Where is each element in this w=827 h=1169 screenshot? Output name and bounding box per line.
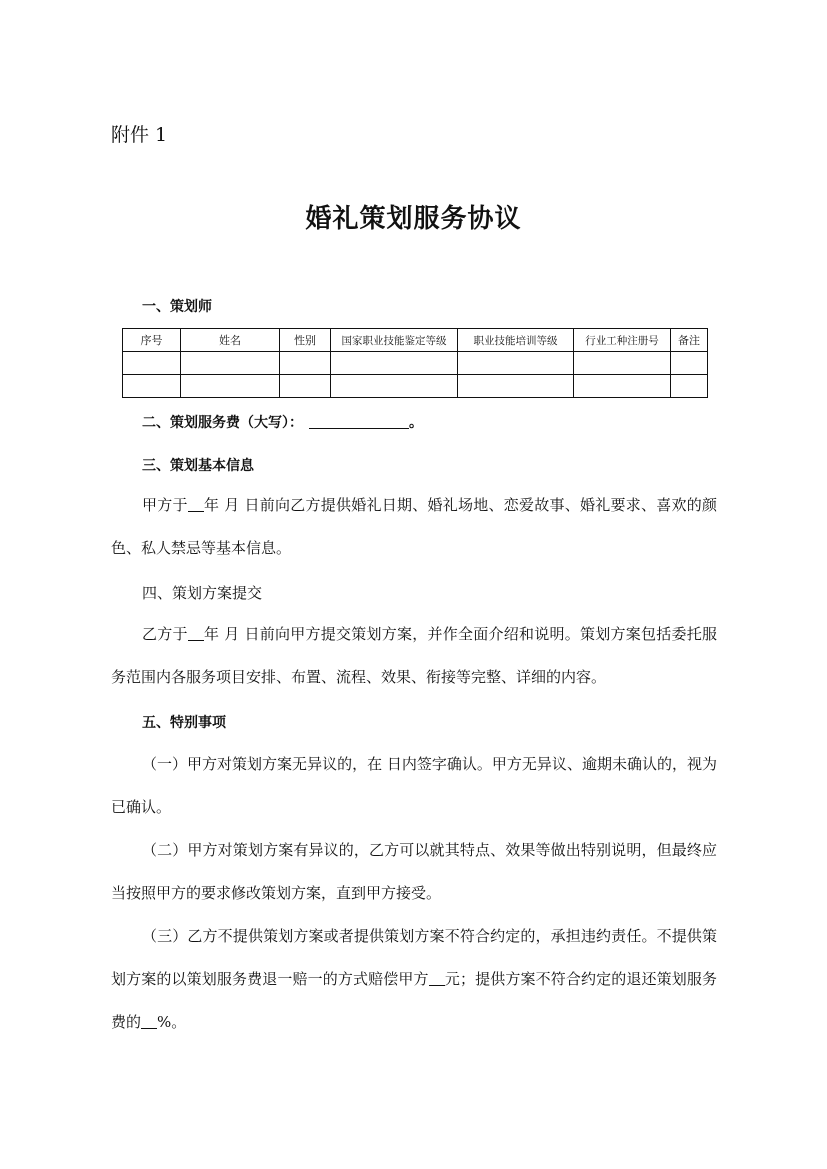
fee-label: 二、策划服务费（大写）： bbox=[142, 415, 303, 431]
section-heading-plan-submit: 四、策划方案提交 bbox=[142, 584, 263, 602]
table-cell[interactable] bbox=[574, 352, 671, 375]
table-header-cell: 姓名 bbox=[181, 329, 280, 352]
table-row bbox=[123, 375, 708, 398]
plan-submit-paragraph bbox=[111, 613, 717, 699]
attachment-label: 附件 1 bbox=[111, 124, 168, 146]
basic-info-paragraph bbox=[111, 484, 717, 570]
fee-end: 。 bbox=[409, 415, 423, 431]
document-title: 婚礼策划服务协议 bbox=[305, 204, 522, 234]
percent-blank[interactable] bbox=[141, 1014, 157, 1029]
plan-submit-text-a: 乙方于 bbox=[142, 625, 188, 643]
table-cell[interactable] bbox=[181, 352, 280, 375]
special-item-1: （一）甲方对策划方案无异议的，在 日内签字确认。甲方无异议、逾期未确认的，视为已确认。 bbox=[111, 755, 717, 816]
table-header-cell: 行业工种注册号 bbox=[574, 329, 671, 352]
table-header-cell: 职业技能培训等级 bbox=[458, 329, 574, 352]
basic-info-text-b: 年 月 日前向乙方提供婚礼日期、婚礼场地、恋爱故事、婚礼要求、喜欢的颜色、私人禁忌等基本信息。 bbox=[111, 496, 717, 557]
table-cell[interactable] bbox=[280, 375, 331, 398]
table-cell[interactable] bbox=[458, 352, 574, 375]
table-cell[interactable] bbox=[280, 352, 331, 375]
table-row bbox=[123, 352, 708, 375]
fee-blank[interactable] bbox=[309, 414, 409, 429]
table-cell[interactable] bbox=[123, 375, 181, 398]
table-cell[interactable] bbox=[331, 375, 458, 398]
special-item-3-text-b: 元；提供方案不符合约定的退还策划服务费的 bbox=[111, 970, 717, 1031]
table-cell[interactable] bbox=[574, 375, 671, 398]
table-cell[interactable] bbox=[123, 352, 181, 375]
year-blank[interactable] bbox=[188, 497, 204, 512]
amount-blank[interactable] bbox=[429, 971, 445, 986]
special-item-2: （二）甲方对策划方案有异议的，乙方可以就其特点、效果等做出特别说明，但最终应当按照甲方的要求修改策划方案，直到甲方接受。 bbox=[111, 841, 717, 902]
year-blank[interactable] bbox=[188, 626, 204, 641]
table-cell[interactable] bbox=[181, 375, 280, 398]
special-item-3 bbox=[111, 915, 717, 1044]
section-heading-special: 五、特别事项 bbox=[142, 715, 226, 731]
table-header-row bbox=[123, 329, 708, 352]
plan-submit-text-b: 年 月 日前向甲方提交策划方案，并作全面介绍和说明。策划方案包括委托服务范围内各服务项目安排、布置、流程、效果、衔接等完整、详细的内容。 bbox=[111, 625, 717, 686]
table-cell[interactable] bbox=[458, 375, 574, 398]
table-header-cell: 性别 bbox=[280, 329, 331, 352]
table-header-cell: 国家职业技能鉴定等级 bbox=[331, 329, 458, 352]
section-heading-basic-info: 三、策划基本信息 bbox=[142, 458, 254, 474]
basic-info-text-a: 甲方于 bbox=[142, 496, 188, 514]
special-item-3-text-c: %。 bbox=[157, 1013, 187, 1031]
table-cell[interactable] bbox=[671, 352, 708, 375]
table-header-cell: 序号 bbox=[123, 329, 181, 352]
planner-table bbox=[122, 328, 708, 398]
special-item-3-text-a: （三）乙方不提供策划方案或者提供策划方案不符合约定的，承担违约责任。不提供策划方案的以策划服务费退一赔一的方式赔偿甲方 bbox=[111, 927, 717, 988]
table-cell[interactable] bbox=[331, 352, 458, 375]
section-heading-planner: 一、策划师 bbox=[142, 299, 212, 315]
table-header-cell: 备注 bbox=[671, 329, 708, 352]
fee-line bbox=[142, 412, 423, 432]
table-cell[interactable] bbox=[671, 375, 708, 398]
